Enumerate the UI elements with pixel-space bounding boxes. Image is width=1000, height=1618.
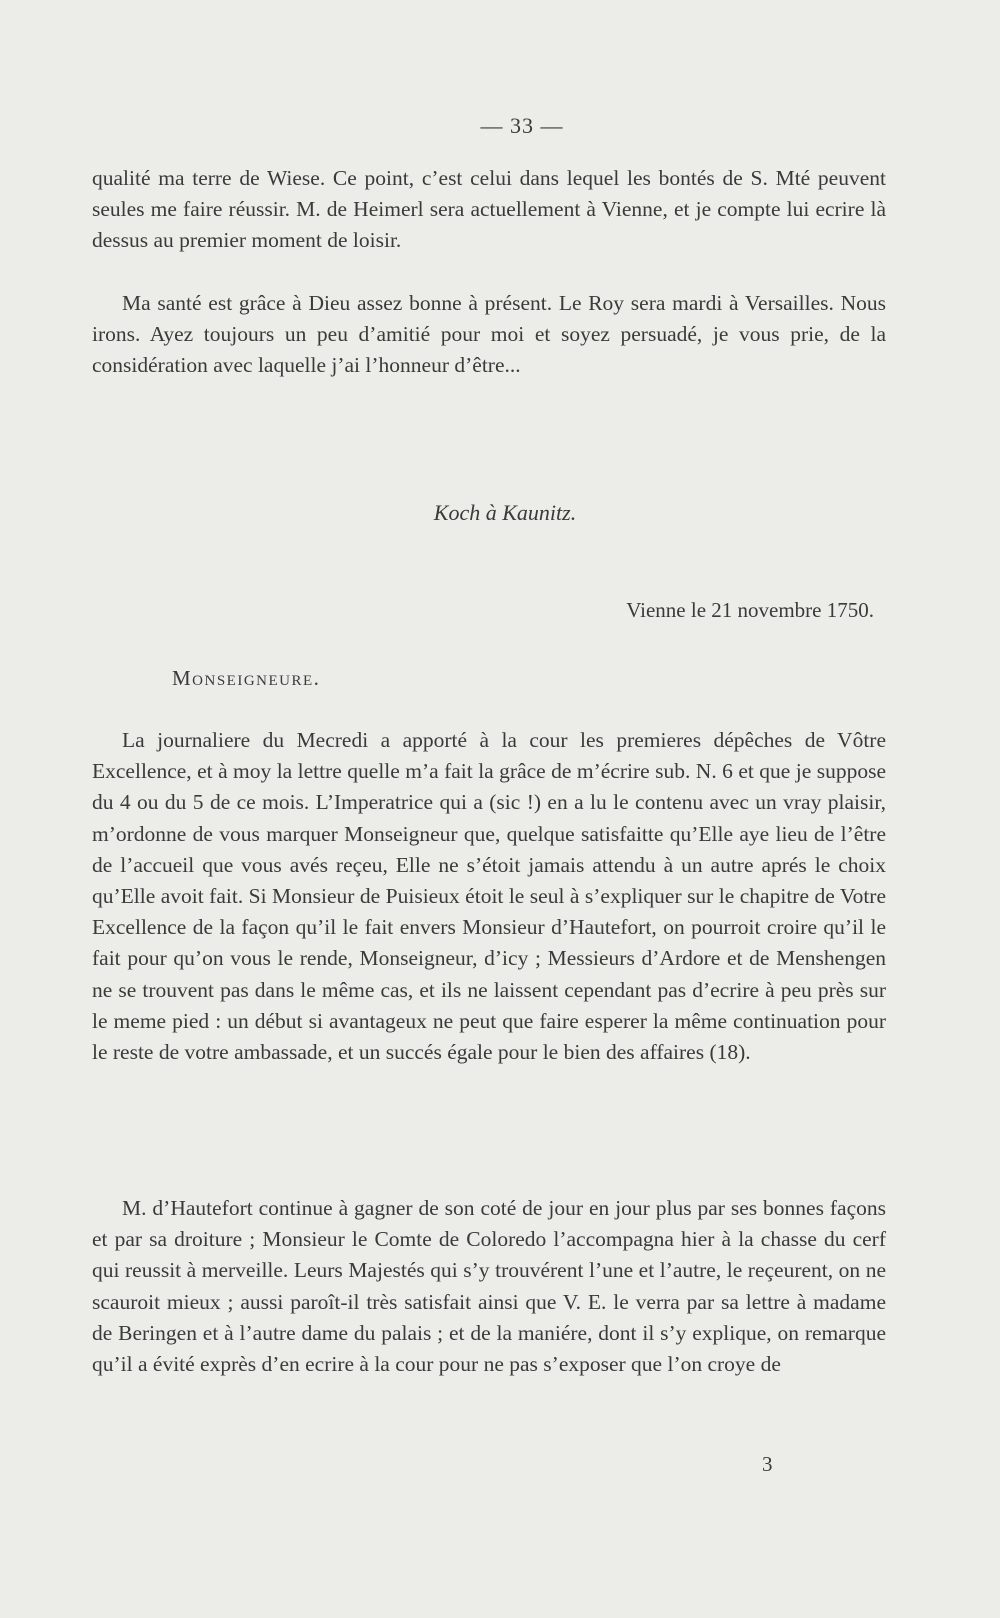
paragraph: La journaliere du Mecredi a apporté à la cour les premieres dépêches de Vôtre Excellence, et à moy la lettre quelle m’a fait la grâce de m’écrire sub. N. 6 et que je suppose du 4 ou du 5 de ce mois. L’Imperatrice qui a (sic !) en a lu le contenu avec un vray plaisir, m’ordonne de vous marquer Monseigneur que, quelque satisfaitte qu’Elle aye lieu de l’être de l’accueil que vous avés reçeu, Elle ne s’étoit jamais attendu à un autre aprés le choix qu’Elle avoit fait. Si Monsieur de Puisieux étoit le seul à s’expliquer sur le chapitre de Votre Excellence de la façon qu’il le fait envers Monsieur d’Hautefort, on pourroit croire qu’il le fait pour qu’on vous le rende, Monseigneur, d’icy ; Messieurs d’Ardore et de Menshengen ne se trouvent pas dans le même cas, et ils ne laissent cependant pas d’ecrire à peu près sur le meme pied : un début si avantageux ne peut que faire esperer la même continuation pour le reste de votre ambassade, et un succés égale pour le bien des affaires (18). <box>92 728 886 1065</box>
salutation: Monseigneure. <box>172 666 321 690</box>
running-head: — 33 — <box>480 113 564 138</box>
dateline: Vienne le 21 novembre 1750. <box>626 598 874 622</box>
letter-heading: Koch à Kaunitz. <box>433 500 577 525</box>
paragraph: Ma santé est grâce à Dieu assez bonne à présent. Le Roy sera mardi à Versailles. Nous irons. Ayez toujours un peu d’amitié pour moi et soyez persuadé, je vous prie, de la considération avec laquelle j’ai l’honneur d’être... <box>92 291 886 378</box>
signature-mark: 3 <box>762 1452 773 1476</box>
paragraph: M. d’Hautefort continue à gagner de son coté de jour en jour plus par ses bonnes façons et par sa droiture ; Monsieur le Comte de Coloredo l’accompagna hier à la chasse du cerf qui reussit à merveille. Leurs Majestés qui s’y trouvérent l’une et l’autre, le reçeurent, on ne scauroit mieux ; aussi paroît-il très satisfait ainsi que V. E. le verra par sa lettre à madame de Beringen et à l’autre dame du palais ; et de la maniére, dont il s’y explique, on remarque qu’il a évité exprès d’en ecrire à la cour pour ne pas s’exposer que l’on croye de <box>92 1196 886 1377</box>
paragraph: qualité ma terre de Wiese. Ce point, c’est celui dans lequel les bontés de S. Mté peuvent seules me faire réussir. M. de Heimerl sera actuellement à Vienne, et je compte lui ecrire là dessus au premier moment de loisir. <box>92 166 886 253</box>
